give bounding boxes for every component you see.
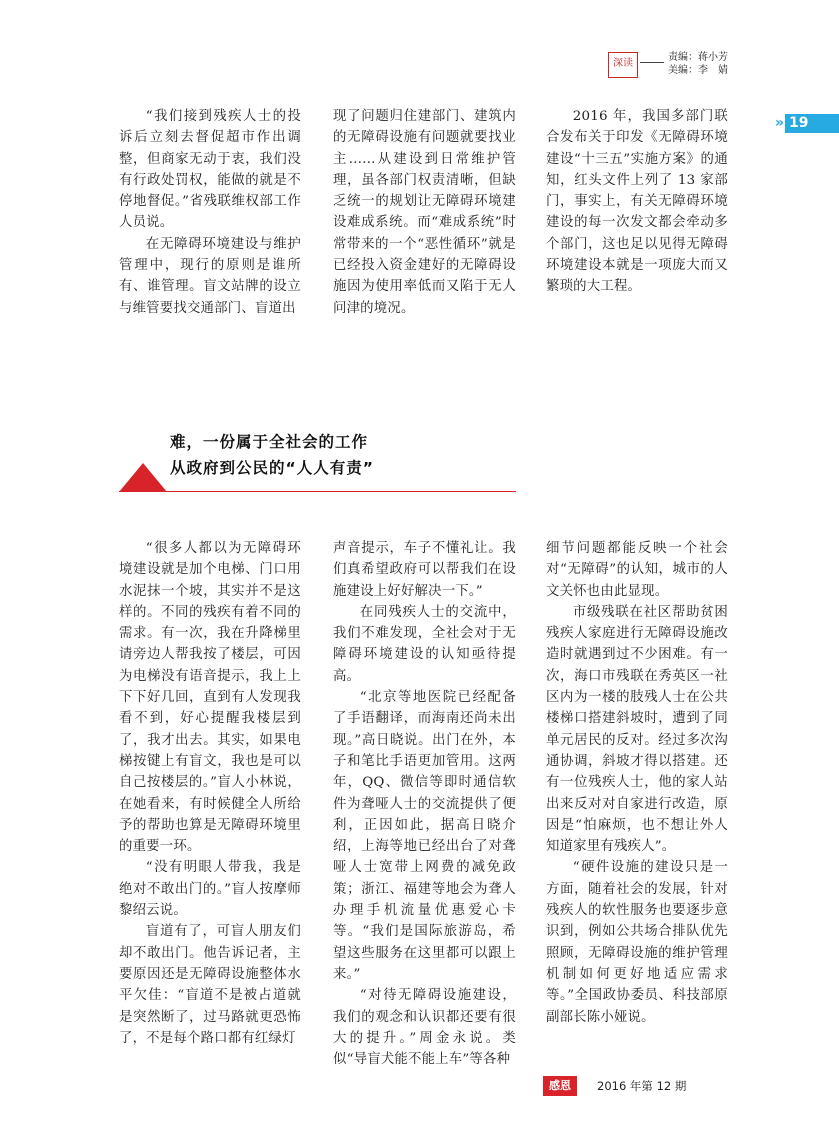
top-column-2 [333,106,516,319]
paragraph: 市级残联在社区帮助贫困残疾人家庭进行无障碍设施改造时就遇到过不少困难。有一次，海口市残联在秀英区一社区内为一楼的肢残人士在公共楼梯口搭建斜坡时，遭到了同单元居民的反对。经过多次沟通协调，斜坡才得以搭建。还有一位残疾人士，他的家人站出来反对对自家进行改造，原因是“怕麻烦，也不想让外人知道家里有残疾人”。 [546,604,728,855]
designer-credit: 美编：李 婧 [668,65,728,76]
paragraph: “没有明眼人带我，我是绝对不敢出门的。”盲人按摩师黎绍云说。 [119,860,301,919]
paragraph: 现了问题归住建部门、建筑内的无障碍设施有问题就要找业主……从建设到日常维护管理，虽各部门权责清晰，但缺乏统一的规划让无障碍环境建设难成系统。而“难成系统”时常带来的一个“恶性循环”就是已经投入资金建好的无障碍设施因为使用率低而又陷于无人问津的境况。 [333,109,516,316]
bottom-column-3 [546,538,728,1028]
bottom-column-2 [333,538,516,1070]
top-column-3 [546,106,728,298]
paragraph: “硬件设施的建设只是一方面，随着社会的发展，针对残疾人的软性服务也要逐步意识到，例如公共场合排队优先照顾，无障碍设施的维护管理机制如何更好地适应需求等。”全国政协委员、科技部原副部长陈小娅说。 [546,860,728,1025]
column-tag: 深读 [608,52,638,78]
paragraph: 在同残疾人士的交流中，我们不难发现，全社会对于无障碍环境建设的认知亟待提高。 [333,604,516,684]
page-number: 19 [789,115,809,131]
paragraph: “我们接到残疾人士的投诉后立刻去督促超市作出调整，但商家无动于衷，我们没有行政处罚权，能做的就是不停地督促。”省残联维权部工作人员说。 [119,109,301,231]
top-column-1 [119,106,301,319]
issue-label: 2016 年第 12 期 [597,1079,687,1093]
double-chevron-icon: » [775,115,785,131]
header-rule [640,62,664,63]
paragraph: 声音提示，车子不懂礼让。我们真希望政府可以帮我们在设施建设上好好解决一下。” [333,541,516,599]
bottom-column-1 [119,538,301,1049]
paragraph: 在无障碍环境建设与维护管理中，现行的原则是谁所有、谁管理。盲文站牌的设立与维管要找交通部门、盲道出 [119,236,301,316]
paragraph: “对待无障碍设施建设，我们的观念和认识都还要有很大的提升。”周金永说。类似“导盲犬能不能上车”等各种 [333,988,516,1068]
paragraph: 2016 年，我国多部门联合发布关于印发《无障碍环境建设“十三五”实施方案》的通知，红头文件上列了 13 家部门，事实上，有关无障碍环境建设的每一次发文都会牵动多个部门，这也足以见得无障碍环境建设本就是一项庞大而又繁琐的大工程。 [546,109,728,295]
section-heading-line-2: 从政府到公民的“人人有责” [170,459,374,477]
paragraph: “很多人都以为无障碍环境建设就是加个电梯、门口用水泥抹一个坡，其实并不是这样的。不同的残疾有着不同的需求。有一次，我在升降梯里请旁边人帮我按了楼层，可因为电梯没有语音提示，我上上下下好几回，直到有人发现我看不到，好心提醒我楼层到了，我才出去。其实，如果电梯按键上有盲文，我也是可以自己按楼层的。”盲人小林说，在她看来，有时候健全人所给予的帮助也算是无障碍环境里的重要一环。 [119,541,301,855]
magazine-logo: 感恩 [543,1076,577,1096]
section-rule [119,491,516,492]
red-triangle-icon [119,463,167,492]
paragraph: 盲道有了，可盲人朋友们却不敢出门。他告诉记者，主要原因还是无障碍设施整体水平欠佳：“盲道不是被占道就是突然断了，过马路就更恐怖了，不是每个路口都有红绿灯 [119,924,301,1046]
editor-credit: 责编：蒋小芳 [668,52,728,63]
paragraph: “北京等地医院已经配备了手语翻译，而海南还尚未出现。”高日晓说。出门在外，本子和笔比手语更加管用。这两年，QQ、微信等即时通信软件为聋哑人士的交流提供了便利，正因如此，据高日晓介绍，上海等地已经出台了对聋哑人士宽带上网费的减免政策；浙江、福建等地会为聋人办理手机流量优惠爱心卡等。“我们是国际旅游岛，希望这些服务在这里都可以跟上来。” [333,690,516,982]
section-heading-line-1: 难，一份属于全社会的工作 [170,433,369,451]
paragraph: 细节问题都能反映一个社会对“无障碍”的认知，城市的人文关怀也由此显现。 [546,541,728,599]
page-number-tab [776,114,839,133]
